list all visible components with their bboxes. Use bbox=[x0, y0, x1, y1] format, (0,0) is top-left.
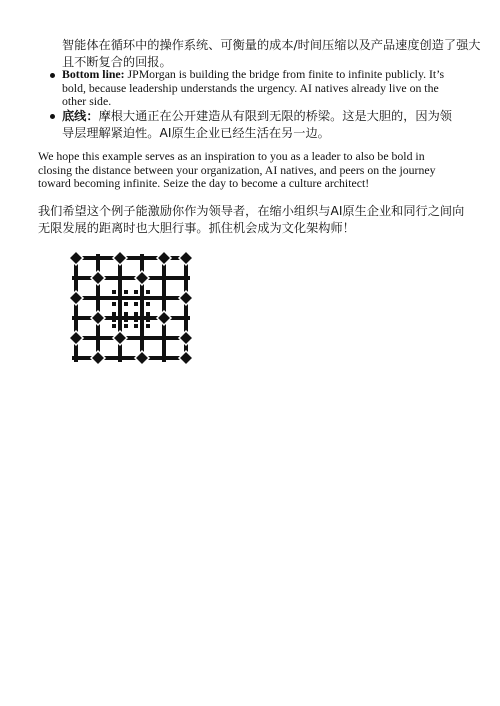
bullet-text: 摩根大通正在公开建造从有限到无限的桥梁。这是大胆的，因为领导层理解紧迫性。AI原生企业已经生活在另一边。 bbox=[62, 109, 452, 140]
bullet-label: Bottom line: bbox=[62, 67, 125, 81]
bullet-list bbox=[0, 68, 460, 142]
bullet-label: 底线： bbox=[62, 109, 99, 123]
bullet-dot bbox=[50, 114, 55, 119]
lattice-grid-logo-icon bbox=[66, 248, 196, 368]
bullet-item-bottom-line-cn bbox=[0, 108, 460, 142]
bullet-dot bbox=[50, 73, 55, 78]
closing-paragraph-cn: 我们希望这个例子能激励你作为领导者，在缩小组织与AI原生企业和同行之间向无限发展的距离时也大胆行事。抓住机会成为文化架构师！ bbox=[38, 204, 465, 235]
closing-paragraph-en: We hope this example serves as an inspiration to you as a leader to also be bold in closing the distance between your organization, AI natives, and peers on the journey toward becoming infinite. Seize the day to become a culture architect! bbox=[38, 149, 436, 190]
bullet-text: JPMorgan is building the bridge from finite to infinite publicly. It’s bold, because leadership understands the urgency. AI natives already live on the other side. bbox=[62, 67, 445, 108]
bullet-item-bottom-line-en bbox=[0, 68, 460, 106]
continuation-text-cn: 智能体在循环中的操作系统、可衡量的成本/时间压缩以及产品速度创造了强大且不断复合的回报。 bbox=[62, 38, 481, 69]
